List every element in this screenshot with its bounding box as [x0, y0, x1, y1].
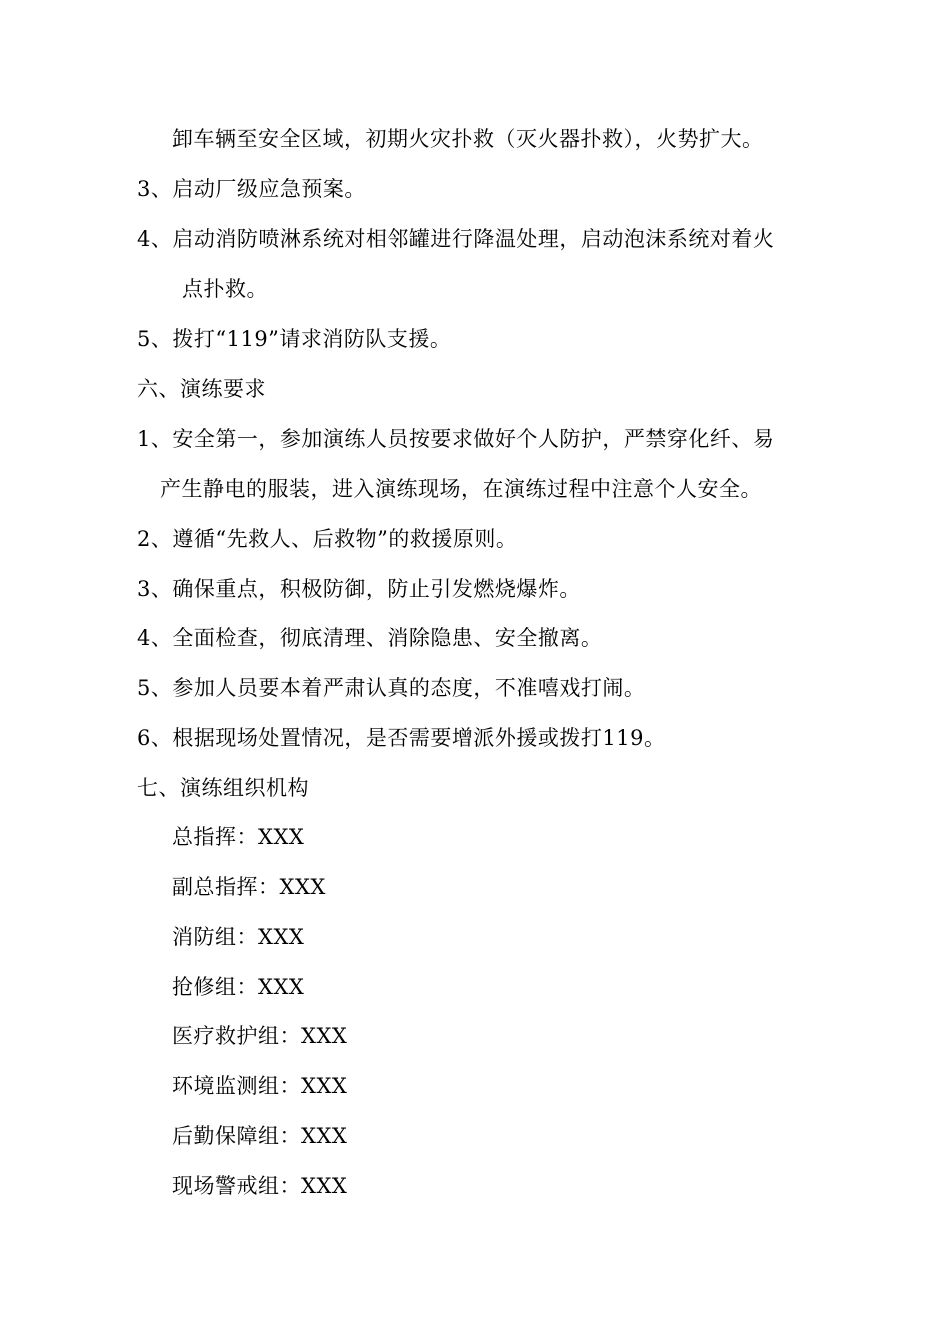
- text-line-req-1-safety: 1、安全第一，参加演练人员按要求做好个人防护，严禁穿化纤、易: [137, 427, 775, 451]
- org-environment-team: 环境监测组：XXX: [172, 1074, 348, 1098]
- text-line-item-3-plan: 3、启动厂级应急预案。: [137, 177, 366, 201]
- org-fire-team: 消防组：XXX: [172, 925, 305, 949]
- text-line-req-2-rescue: 2、遵循“先救人、后救物”的救援原则。: [137, 527, 518, 551]
- org-medical-team: 医疗救护组：XXX: [172, 1024, 348, 1048]
- text-line-item-4-sprinkler: 4、启动消防喷淋系统对相邻罐进行降温处理，启动泡沫系统对着火: [137, 227, 775, 251]
- org-commander: 总指挥：XXX: [172, 825, 305, 849]
- org-deputy-commander: 副总指挥：XXX: [172, 875, 326, 899]
- org-repair-team: 抢修组：XXX: [172, 975, 305, 999]
- text-line-item-4-continued: 点扑救。: [182, 277, 268, 301]
- text-line-req-6-reinforcement: 6、根据现场处置情况，是否需要增派外援或拨打119。: [137, 726, 666, 750]
- text-line-req-3-defense: 3、确保重点，积极防御，防止引发燃烧爆炸。: [137, 577, 581, 601]
- text-line-unload-vehicles: 卸车辆至安全区域，初期火灾扑救（灭火器扑救），火势扩大。: [172, 127, 764, 151]
- org-security-team: 现场警戒组：XXX: [172, 1174, 348, 1198]
- text-line-req-4-inspection: 4、全面检查，彻底清理、消除隐患、安全撤离。: [137, 626, 603, 650]
- text-line-req-1-continued: 产生静电的服装，进入演练现场，在演练过程中注意个人安全。: [160, 477, 762, 501]
- org-logistics-team: 后勤保障组：XXX: [172, 1124, 348, 1148]
- section-heading-organization: 七、演练组织机构: [137, 776, 309, 800]
- text-line-req-5-attitude: 5、参加人员要本着严肃认真的态度，不准嘻戏打闹。: [137, 676, 646, 700]
- section-heading-requirements: 六、演练要求: [137, 377, 266, 401]
- text-line-item-5-call-119: 5、拨打“119”请求消防队支援。: [137, 327, 452, 351]
